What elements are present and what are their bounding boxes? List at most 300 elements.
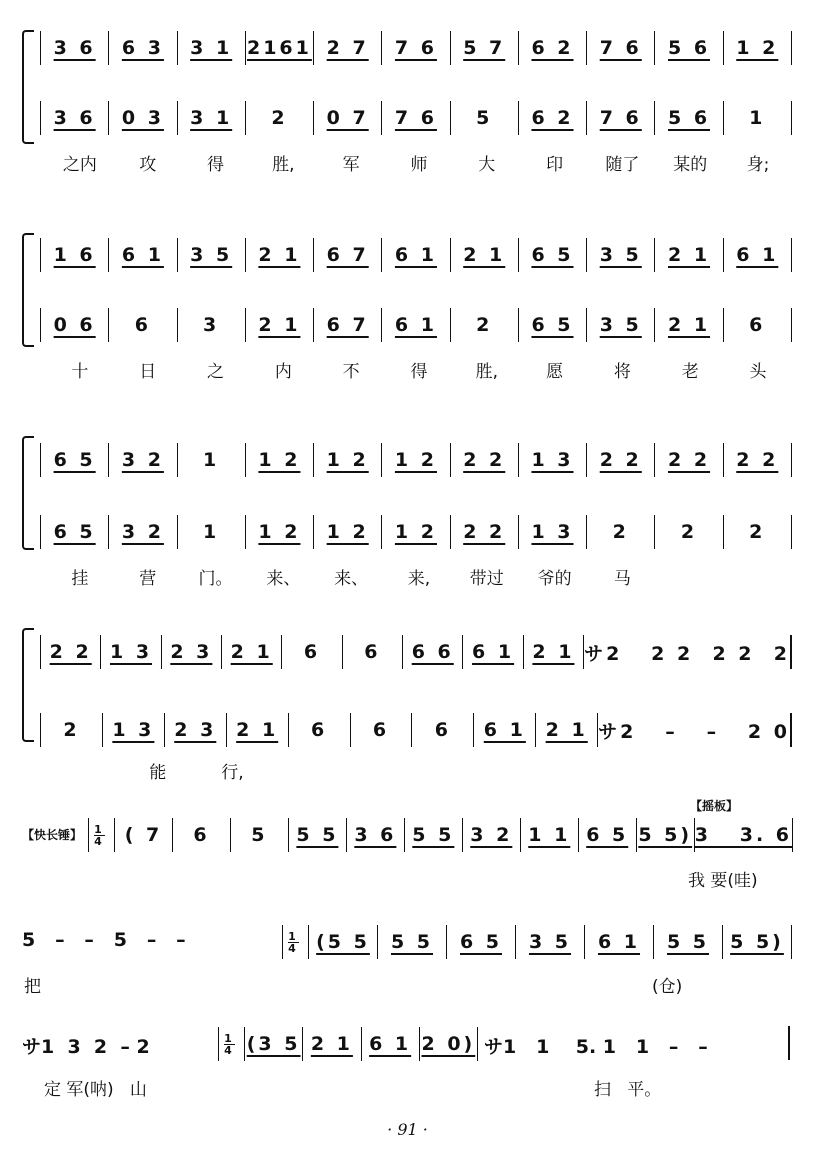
notes: 2 3 [170, 641, 213, 663]
notes: 6 1 [394, 314, 437, 336]
lower-staff [40, 512, 792, 552]
measure [313, 308, 381, 342]
barline [791, 308, 792, 342]
lyrics-line [46, 150, 792, 175]
measure [177, 443, 245, 477]
line-6-lyric-right: (仓) [652, 977, 683, 997]
lyric-syllable [717, 758, 792, 783]
notes: 2 [749, 521, 766, 543]
notes: 7 6 [599, 37, 642, 59]
measure [177, 101, 245, 135]
notes: 0 6 [53, 314, 96, 336]
line-6-staff [282, 922, 792, 962]
notes: 6 7 [326, 314, 369, 336]
measure [586, 101, 654, 135]
measure [586, 515, 654, 549]
notes: 6 6 [411, 641, 454, 663]
notes: 6 5 [53, 449, 96, 471]
notes: 1 2 [736, 37, 779, 59]
system-brace [22, 628, 34, 742]
measure [177, 238, 245, 272]
notes: 3 2 [121, 521, 164, 543]
measure [313, 515, 381, 549]
lower-staff [40, 305, 792, 345]
notes: ( 7 [124, 824, 163, 846]
lyric-syllable: 挂 [71, 569, 89, 589]
notes: 6 [372, 719, 390, 741]
notes: 6 [310, 719, 328, 741]
measure [636, 818, 694, 852]
notes: 6 1 [121, 244, 164, 266]
measure [723, 515, 791, 549]
measure [402, 635, 462, 669]
lyric-syllable: 能 [149, 763, 167, 783]
time-signature-cell [218, 1027, 244, 1061]
free-rhythm-notes: サ1 3 2 – 2 [22, 1036, 150, 1058]
score-system-1 [22, 22, 792, 175]
notes: 3 2 [121, 449, 164, 471]
measure [523, 635, 583, 669]
notes: 6 1 [369, 1033, 412, 1055]
measure [462, 635, 522, 669]
free-rhythm-notes: 5 – – 5 – – [22, 929, 186, 951]
measure [586, 238, 654, 272]
time-signature-top: 1 [224, 1031, 235, 1045]
measure [40, 635, 100, 669]
lyric-syllable: 之内 [62, 155, 97, 175]
notes: 6 [193, 824, 210, 846]
lyric-syllable: 随了 [605, 155, 640, 175]
measure [40, 515, 108, 549]
measure [518, 31, 586, 65]
notes: 1 3 [531, 449, 574, 471]
time-signature-top: 1 [94, 822, 105, 836]
barline [791, 238, 792, 272]
measure [584, 925, 653, 959]
final-barline [788, 1026, 790, 1060]
lyric-syllable: 头 [749, 362, 767, 382]
notes: 7 6 [599, 107, 642, 129]
measure [377, 925, 446, 959]
lyrics-line [46, 564, 792, 589]
notes: 6 [749, 314, 766, 336]
lyric-syllable: 行, [221, 763, 244, 783]
measure [694, 818, 792, 852]
notes: 3 5 [190, 244, 233, 266]
notes: サ2 2 2 2 2 2 [584, 642, 790, 665]
measure [177, 31, 245, 65]
line-6-lyric-left: 把 [24, 977, 41, 997]
notes: 2 2 [667, 449, 711, 471]
measure [244, 1027, 302, 1061]
measure [450, 308, 518, 342]
notes: 5 5 [296, 824, 339, 846]
measure [245, 515, 313, 549]
notes: 2 2 [49, 641, 92, 663]
lyric-syllable: 来、 [334, 569, 369, 589]
measure [518, 443, 586, 477]
line-7-staff [218, 1024, 478, 1064]
notes: 2 2 [463, 449, 506, 471]
line-7-lyric-right: 扫 平。 [594, 1080, 662, 1100]
measure [177, 515, 245, 549]
notes: 3 1 [190, 107, 233, 129]
notes: 6 5 [53, 521, 96, 543]
measure [108, 238, 176, 272]
notes: (5 5 [316, 931, 370, 953]
notes: 6 7 [326, 244, 369, 266]
notes: 2 0) [421, 1033, 476, 1055]
barline [792, 818, 793, 852]
measure [462, 818, 520, 852]
measure [108, 308, 176, 342]
measure [164, 713, 226, 747]
measure [342, 635, 402, 669]
score-system-4 [22, 620, 792, 783]
measure [586, 31, 654, 65]
upper-staff [40, 28, 792, 68]
lyric-syllable [724, 564, 792, 589]
final-barline [790, 713, 792, 747]
time-signature-bottom: 4 [288, 941, 299, 955]
notes: 5 6 [667, 37, 711, 59]
measure [450, 238, 518, 272]
system-brace [22, 233, 34, 347]
notes: 2 1 [258, 314, 301, 336]
measure [381, 238, 449, 272]
notes: 1 1 [528, 824, 571, 846]
measure [40, 308, 108, 342]
measure [450, 101, 518, 135]
measure [245, 443, 313, 477]
measure [108, 443, 176, 477]
notes: 2161 [246, 37, 312, 59]
measure [586, 443, 654, 477]
measure [723, 238, 791, 272]
notes: 5 [476, 107, 493, 129]
notes: 6 2 [531, 37, 574, 59]
measure [288, 713, 350, 747]
lyric-syllable [568, 758, 643, 783]
upper-staff [40, 632, 792, 672]
measure [308, 925, 377, 959]
notes: 6 [134, 314, 152, 336]
notes: 6 5 [459, 931, 503, 953]
notes: 1 [203, 521, 220, 543]
measure [450, 31, 518, 65]
notes: 5 [251, 824, 268, 846]
notes: 2 [63, 719, 80, 741]
measure [281, 635, 341, 669]
measure [40, 443, 108, 477]
time-signature-bottom: 4 [224, 1043, 235, 1057]
measure [723, 101, 791, 135]
notes: 7 6 [394, 107, 437, 129]
barline [791, 515, 792, 549]
lyric-syllable [643, 758, 718, 783]
measure [654, 101, 722, 135]
notes: 2 1 [532, 641, 575, 663]
measure [723, 308, 791, 342]
lyric-syllable: 之 [207, 362, 225, 382]
lyric-syllable: 得 [207, 155, 225, 175]
lyric-syllable: 门。 [198, 569, 233, 589]
lyric-syllable: 得 [410, 362, 428, 382]
notes: 3 6 [53, 37, 96, 59]
measure [381, 308, 449, 342]
measure [583, 635, 790, 669]
measure [100, 635, 160, 669]
measure [245, 308, 313, 342]
measure [404, 818, 462, 852]
notes: 1 6 [53, 244, 96, 266]
notes: 6 3 [121, 37, 164, 59]
lyric-syllable: 来、 [266, 569, 301, 589]
time-signature-cell [88, 818, 114, 852]
measure [108, 515, 176, 549]
measure [381, 101, 449, 135]
notes: 5 6 [667, 107, 711, 129]
lyric-syllable: 不 [342, 362, 360, 382]
notes: 2 1 [545, 719, 588, 741]
lyric-syllable: 胜, [272, 155, 295, 175]
time-signature-bottom: 4 [94, 834, 105, 848]
system-brace [22, 30, 34, 144]
notes: 2 3 [174, 719, 217, 741]
measure [40, 713, 102, 747]
notes: 5 5 [390, 931, 434, 953]
measure [230, 818, 288, 852]
measure [597, 713, 790, 747]
notes: 0 3 [121, 107, 164, 129]
notes: 2 [680, 521, 698, 543]
free-rhythm-notes-2: サ1 1 5. 1 1 – – [484, 1036, 708, 1058]
notes: 1 [203, 449, 220, 471]
notes: サ2 – – 2 0 [598, 720, 790, 743]
measure [313, 238, 381, 272]
measure [108, 101, 176, 135]
notes: 1 [749, 107, 766, 129]
measure [172, 818, 230, 852]
measure [518, 101, 586, 135]
notes: 2 7 [326, 37, 369, 59]
measure [102, 713, 164, 747]
lyric-syllable: 身; [746, 155, 770, 175]
score-system-3 [22, 428, 792, 589]
notes: 6 [364, 641, 381, 663]
time-signature-cell [282, 925, 308, 959]
line-7-lyric-left: 定 军(呐) 山 [44, 1080, 147, 1100]
notes: 2 [612, 521, 629, 543]
measure [40, 238, 108, 272]
notes: 3 5 [599, 314, 642, 336]
time-signature [224, 1033, 235, 1056]
notes: 3 1 [190, 37, 233, 59]
time-signature [94, 824, 105, 847]
lyric-syllable: 将 [613, 362, 631, 382]
lyrics-line [46, 357, 792, 382]
measure [381, 515, 449, 549]
notes: 3 5 [528, 931, 572, 953]
notes: 3 6 [53, 107, 96, 129]
measure [654, 308, 722, 342]
lyric-syllable: 军 [342, 155, 360, 175]
notes: 1 2 [258, 449, 301, 471]
lyric-syllable: 某的 [673, 155, 708, 175]
notes: 2 2 [599, 449, 642, 471]
tempo-marker: 【摇板】 [690, 799, 739, 813]
page-number: · 91 · [387, 1120, 428, 1139]
measure [654, 515, 722, 549]
notes: 1 3 [531, 521, 574, 543]
lyric-syllable [344, 758, 419, 783]
notes: 2 [271, 107, 288, 129]
measure [313, 101, 381, 135]
measure [723, 31, 791, 65]
lyric-syllable: 大 [478, 155, 496, 175]
measure [450, 443, 518, 477]
notes: 2 1 [230, 641, 273, 663]
barline [791, 443, 792, 477]
notes: 1 2 [394, 449, 437, 471]
notes: 2 2 [463, 521, 506, 543]
measure [586, 308, 654, 342]
measure [446, 925, 515, 959]
final-barline [790, 635, 792, 669]
lyric-syllable: 攻 [139, 155, 157, 175]
score-system-2 [22, 225, 792, 382]
notes: 1 3 [109, 641, 153, 663]
lyric-syllable: 日 [139, 362, 157, 382]
notes: 1 2 [394, 521, 437, 543]
notes: 6 2 [531, 107, 574, 129]
measure [350, 713, 412, 747]
notes: 6 1 [597, 931, 641, 953]
notes: 6 5 [531, 244, 574, 266]
lower-staff [40, 98, 792, 138]
measure [245, 31, 313, 65]
notes: 6 1 [736, 244, 779, 266]
lyric-syllable: 师 [410, 155, 428, 175]
notes: 6 1 [483, 719, 526, 741]
lyric-syllable [419, 758, 494, 783]
upper-staff [40, 235, 792, 275]
notes: 5 5 [412, 824, 455, 846]
notes: 3 [203, 314, 220, 336]
notes: 3 3. 6 [694, 824, 793, 846]
measure [381, 443, 449, 477]
lyric-syllable: 胜, [475, 362, 498, 382]
notes: 7 6 [394, 37, 437, 59]
measure [221, 635, 281, 669]
measure [302, 1027, 360, 1061]
notes: 5 5) [730, 931, 784, 953]
lyric-syllable: 内 [274, 362, 292, 382]
notes: (3 5 [246, 1033, 301, 1055]
line-5-lyric: 我 要(哇) [688, 871, 758, 891]
measure [518, 308, 586, 342]
notes: 2 2 [736, 449, 779, 471]
notes: 2 1 [463, 244, 506, 266]
lower-staff [40, 710, 792, 750]
lyric-syllable [270, 758, 345, 783]
measure [654, 443, 722, 477]
lyric-syllable: 印 [546, 155, 564, 175]
notes: 2 [476, 314, 493, 336]
notes: 2 1 [310, 1033, 353, 1055]
measure [161, 635, 221, 669]
notes: 3 5 [599, 244, 642, 266]
measure [520, 818, 578, 852]
notes: 1 2 [258, 521, 301, 543]
measure [419, 1027, 477, 1061]
measure [411, 713, 473, 747]
lyric-syllable: 来, [407, 569, 431, 589]
measure [108, 31, 176, 65]
system-brace [22, 436, 34, 550]
measure [245, 101, 313, 135]
notes: 6 1 [394, 244, 437, 266]
notes: 1 3 [112, 719, 155, 741]
notes: 1 2 [326, 521, 369, 543]
measure [245, 238, 313, 272]
measure [535, 713, 597, 747]
notes: 6 5 [586, 824, 629, 846]
lyric-syllable: 爷的 [537, 569, 572, 589]
upper-staff [40, 440, 792, 480]
notes: 5 5 [666, 931, 710, 953]
measure [578, 818, 636, 852]
measure [450, 515, 518, 549]
section-marker: 【快长锤】 [22, 828, 83, 842]
barline [791, 101, 792, 135]
measure [518, 515, 586, 549]
lyric-syllable [46, 758, 121, 783]
lyric-syllable [656, 564, 724, 589]
lyric-syllable [494, 758, 569, 783]
barline [477, 1027, 478, 1061]
measure [313, 31, 381, 65]
lyric-syllable: 十 [71, 362, 89, 382]
notes: 3 2 [470, 824, 513, 846]
lyric-syllable: 愿 [546, 362, 564, 382]
line-5-staff [88, 815, 793, 855]
measure [518, 238, 586, 272]
measure [288, 818, 346, 852]
notes: 2 1 [667, 314, 711, 336]
measure [722, 925, 791, 959]
measure [654, 31, 722, 65]
measure [515, 925, 584, 959]
barline [791, 31, 792, 65]
notes: 2 1 [258, 244, 301, 266]
measure [473, 713, 535, 747]
measure [381, 31, 449, 65]
lyric-syllable: 老 [681, 362, 699, 382]
measure [723, 443, 791, 477]
measure [177, 308, 245, 342]
notes: 6 [303, 641, 321, 663]
time-signature [288, 931, 299, 954]
barline [791, 925, 792, 959]
measure [114, 818, 172, 852]
measure [226, 713, 288, 747]
measure [654, 238, 722, 272]
notes: 1 2 [326, 449, 369, 471]
measure [313, 443, 381, 477]
notes: 5 5) [638, 824, 693, 846]
notes: 2 1 [667, 244, 711, 266]
